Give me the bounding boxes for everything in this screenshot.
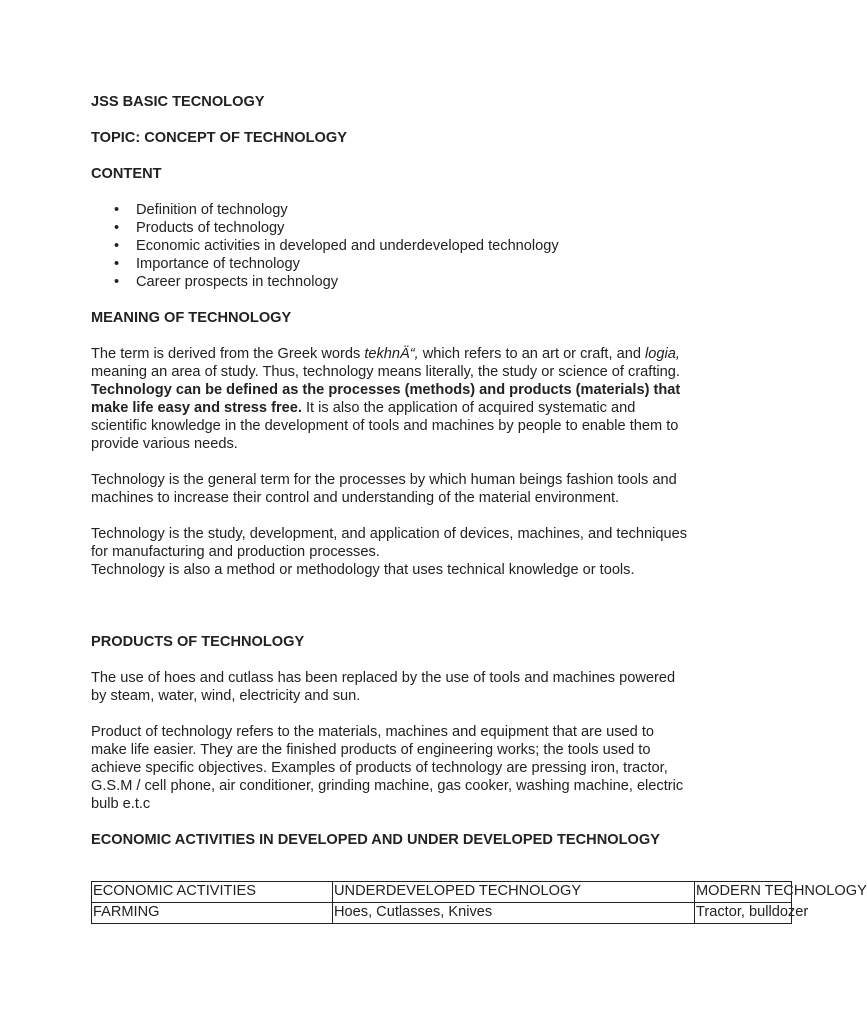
products-heading: PRODUCTS OF TECHNOLOGY (91, 634, 305, 650)
table-cell: Hoes, Cutlasses, Knives (333, 903, 695, 924)
content-heading: CONTENT (91, 166, 162, 182)
table-cell: Tractor, bulldozer (695, 903, 792, 924)
meaning-heading: MEANING OF TECHNOLOGY (91, 310, 292, 326)
table-header-cell: ECONOMIC ACTIVITIES (92, 882, 333, 903)
meaning-paragraph-4: Technology is also a method or methodology that uses technical knowledge or tools. (91, 562, 635, 578)
products-paragraph-1: The use of hoes and cutlass has been replaced by the use of tools and machines powered by steam, water, wind, electricity and sun. (91, 670, 676, 704)
list-item: • Importance of technology (136, 255, 691, 273)
document-body (91, 93, 691, 867)
economic-table-wrapper (91, 881, 867, 924)
content-list (91, 201, 691, 291)
list-item: • Career prospects in technology (136, 273, 691, 291)
table-row (92, 903, 792, 924)
topic-heading: TOPIC: CONCEPT OF TECHNOLOGY (91, 130, 347, 146)
list-item: • Definition of technology (136, 201, 691, 219)
table-header-row (92, 882, 792, 903)
economic-table (91, 881, 867, 924)
meaning-paragraph-3: Technology is the study, development, and application of devices, machines, and techniques for manufacturing and production processes. (91, 526, 688, 560)
meaning-paragraph-2: Technology is the general term for the processes by which human beings fashion tools and machines to increase their control and understanding of the material environment. (91, 472, 677, 506)
meaning-paragraph-1: The term is derived from the Greek words tekhnÄ“, which refers to an art or craft, and logia, meaning an area of study. Thus, technology means literally, the study or science of crafting. Technology can be defined as the processes (methods) and products (materials) that make life easy and stress free. It is also the application of acquired systematic and scientific knowledge in the development of tools and machines by people to enable them to provide various needs. (91, 346, 681, 452)
list-item: • Products of technology (136, 219, 691, 237)
economic-heading: ECONOMIC ACTIVITIES IN DEVELOPED AND UNDER DEVELOPED TECHNOLOGY (91, 832, 660, 848)
list-item: • Economic activities in developed and underdeveloped technology (136, 237, 691, 255)
document-title: JSS BASIC TECNOLOGY (91, 94, 265, 110)
table-cell: FARMING (92, 903, 333, 924)
table-header-cell: UNDERDEVELOPED TECHNOLOGY (333, 882, 695, 903)
products-paragraph-2: Product of technology refers to the materials, machines and equipment that are used to make life easier. They are the finished products of engineering works; the tools used to achieve specific objectives. Examples of products of technology are pressing iron, tractor, G.S.M / cell phone, air conditioner, grinding machine, gas cooker, washing machine, electric bulb e.t.c (91, 724, 684, 812)
table-header-cell: MODERN TECHNOLOGY (695, 882, 792, 903)
